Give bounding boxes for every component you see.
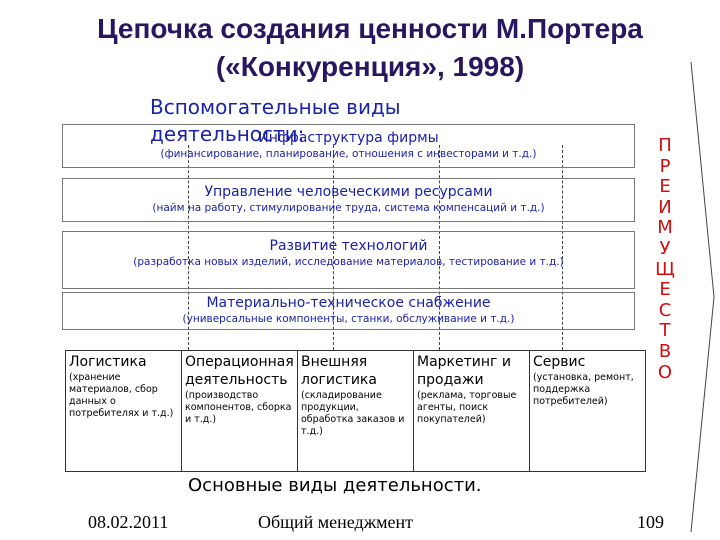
primary-activity-operations [181, 351, 297, 471]
support-activities-heading: Вспомогательные виды деятельности: [150, 95, 401, 146]
slide-title-line1: Цепочка создания ценности М.Портера [97, 13, 643, 44]
support-activity-detail: (найм на работу, стимулирование труда, система компенсаций и т.д.) [152, 202, 545, 214]
support-activity-title: Развитие технологий [269, 238, 428, 254]
primary-activity-title: Сервис [533, 354, 586, 370]
primary-activity-service [529, 351, 645, 471]
primary-activity-marketing-sales [413, 351, 529, 471]
advantage-letter: И [658, 196, 672, 218]
primary-activity-detail: (установка, ремонт, поддержка потребителей) [533, 372, 634, 407]
footer-date: 08.02.2011 [88, 512, 169, 532]
advantage-letter: Щ [655, 258, 675, 280]
advantage-letter: Е [659, 279, 671, 301]
support-activity-detail: (финансирование, планирование, отношения с инвесторами и т.д.) [160, 148, 537, 160]
support-activity-procurement [62, 292, 635, 330]
primary-activity-detail: (реклама, торговые агенты, поиск покупателей) [417, 390, 517, 425]
primary-activity-detail: (хранение материалов, сбор данных о потребителях и т.д.) [69, 372, 174, 419]
advantage-letter: С [658, 299, 672, 321]
support-activity-title: Управление человеческими ресурсами [204, 184, 493, 200]
support-activity-technology [62, 231, 635, 289]
primary-activity-detail: (производство компонентов, сборка и т.д.) [185, 390, 292, 425]
primary-activity-title: Внешняя логистика [301, 354, 377, 388]
slide-title [40, 10, 700, 86]
footer-course: Общий менеджмент [258, 512, 414, 532]
primary-activities-row [65, 350, 646, 472]
primary-activities-heading: Основные виды деятельности. [188, 475, 482, 496]
primary-activity-title: Операционная деятельность [185, 354, 294, 388]
primary-activity-detail: (складирование продукции, обработка заказов и т.д.) [301, 390, 405, 437]
support-activity-title: Материально-техническое снабжение [206, 295, 491, 311]
support-activity-detail: (универсальные компоненты, станки, обслуживание и т.д.) [182, 313, 515, 325]
primary-activity-inbound-logistics [66, 351, 181, 471]
advantage-letter: В [658, 340, 672, 362]
advantage-letter: П [658, 135, 672, 156]
advantage-label [652, 136, 678, 383]
advantage-letter: М [657, 217, 673, 239]
support-activity-hr [62, 178, 635, 222]
support-activity-title: Инфраструктура фирмы [258, 130, 439, 146]
footer-page-number: 109 [637, 512, 664, 532]
advantage-letter: Т [659, 320, 671, 342]
advantage-letter: О [657, 361, 673, 383]
advantage-letter: Р [659, 155, 671, 177]
primary-activity-title: Логистика [69, 354, 147, 370]
advantage-letter: Е [659, 176, 671, 198]
primary-activity-title: Маркетинг и продажи [417, 354, 511, 388]
primary-activity-outbound-logistics [297, 351, 413, 471]
advantage-letter: У [659, 237, 671, 259]
support-activity-detail: (разработка новых изделий, исследование материалов, тестирование и т.д.) [133, 256, 564, 268]
slide-title-line2: («Конкуренция», 1998) [215, 51, 525, 82]
